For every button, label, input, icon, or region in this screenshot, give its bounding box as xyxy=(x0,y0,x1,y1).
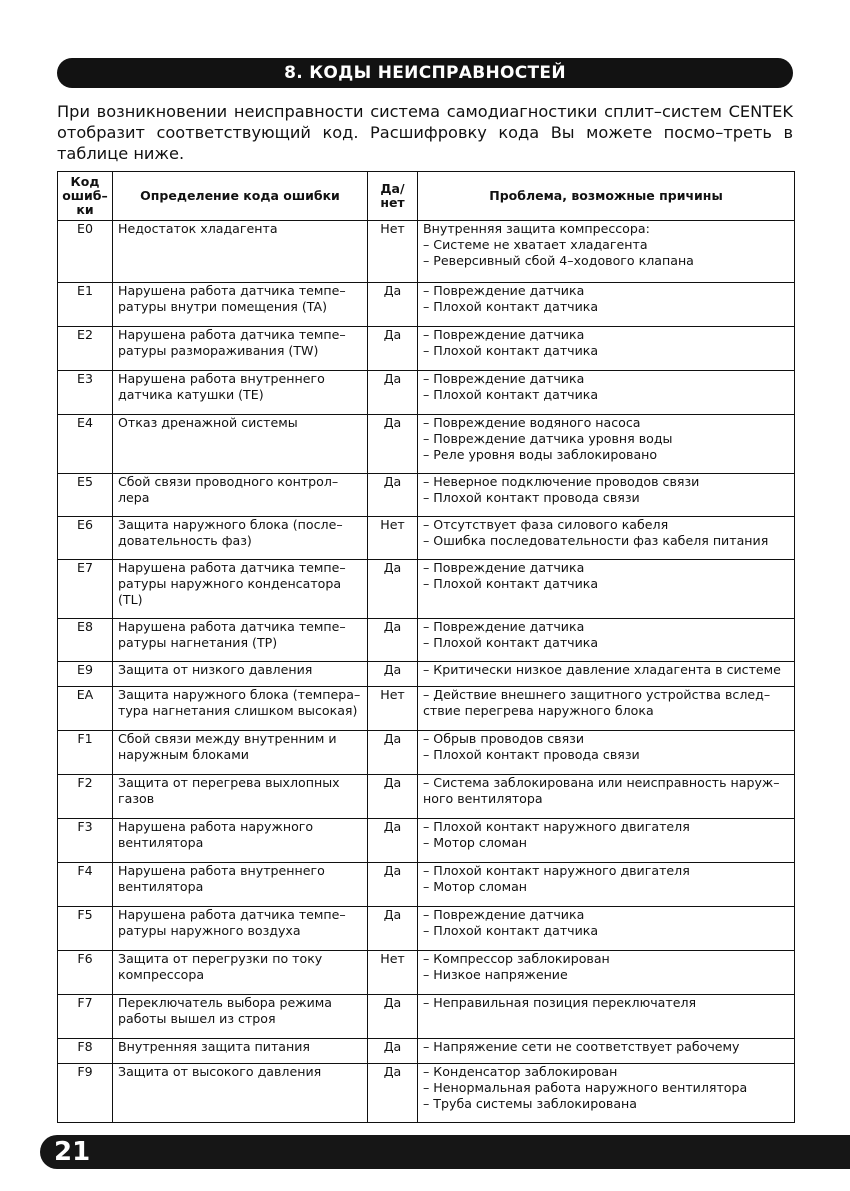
cause-line: – Повреждение датчика xyxy=(423,371,585,386)
error-definition-cell xyxy=(113,907,368,951)
problem-causes-cell xyxy=(418,863,795,907)
yes-no-cell: Да xyxy=(368,995,418,1039)
intro-paragraph: При возникновении неисправности система самодиагностики сплит–систем CENTEK отобразит соответствующий код. Расшифровку кода Вы можете посмо–треть в таблице ниже. xyxy=(57,102,793,163)
cause-line: – Реле уровня воды заблокировано xyxy=(423,447,658,462)
header-problem: Проблема, возможные причины xyxy=(418,172,795,221)
header-code: Код ошиб– ки xyxy=(58,172,113,221)
cause-line: – Мотор сломан xyxy=(423,879,528,894)
problem-causes-cell xyxy=(418,474,795,517)
definition-line: довательность фаз) xyxy=(118,533,252,548)
cause-line: – Неправильная позиция переключателя xyxy=(423,995,697,1010)
error-code-cell: F2 xyxy=(58,775,113,819)
error-code-cell: F7 xyxy=(58,995,113,1039)
table-body xyxy=(58,221,795,1123)
yes-no-cell: Нет xyxy=(368,951,418,995)
error-code-cell: F1 xyxy=(58,731,113,775)
cause-line: – Компрессор заблокирован xyxy=(423,951,610,966)
cause-line: Внутренняя защита компрессора: xyxy=(423,221,650,236)
definition-line: Защита наружного блока (темпера– xyxy=(118,687,361,702)
table-row xyxy=(58,474,795,517)
error-code-cell: E0 xyxy=(58,221,113,283)
error-code-cell: E8 xyxy=(58,619,113,662)
error-definition-cell xyxy=(113,619,368,662)
table-row xyxy=(58,517,795,560)
definition-line: Нарушена работа датчика темпе– xyxy=(118,907,346,922)
error-definition-cell xyxy=(113,1039,368,1064)
error-definition-cell xyxy=(113,415,368,474)
table-row xyxy=(58,863,795,907)
yes-no-cell: Да xyxy=(368,283,418,327)
cause-line: – Повреждение водяного насоса xyxy=(423,415,641,430)
table-row xyxy=(58,619,795,662)
error-definition-cell xyxy=(113,474,368,517)
error-definition-cell xyxy=(113,327,368,371)
error-code-cell: E3 xyxy=(58,371,113,415)
definition-line: наружным блоками xyxy=(118,747,249,762)
cause-line: – Плохой контакт датчика xyxy=(423,299,599,314)
error-definition-cell xyxy=(113,775,368,819)
section-title: 8. КОДЫ НЕИСПРАВНОСТЕЙ xyxy=(284,63,566,83)
yes-no-cell: Да xyxy=(368,907,418,951)
page-number: 21 xyxy=(54,1137,91,1167)
cause-line: – Неверное подключение проводов связи xyxy=(423,474,700,489)
definition-line: Сбой связи между внутренним и xyxy=(118,731,337,746)
problem-causes-cell xyxy=(418,995,795,1039)
definition-line: Нарушена работа датчика темпе– xyxy=(118,327,346,342)
yes-no-cell: Да xyxy=(368,662,418,687)
cause-line: ствие перегрева наружного блока xyxy=(423,703,654,718)
yes-no-cell: Да xyxy=(368,775,418,819)
cause-line: – Отсутствует фаза силового кабеля xyxy=(423,517,669,532)
yes-no-cell: Нет xyxy=(368,517,418,560)
cause-line: – Обрыв проводов связи xyxy=(423,731,585,746)
yes-no-cell: Да xyxy=(368,415,418,474)
yes-no-cell: Нет xyxy=(368,687,418,731)
yes-no-cell: Да xyxy=(368,1064,418,1123)
cause-line: – Плохой контакт датчика xyxy=(423,923,599,938)
footer-bar xyxy=(40,1135,850,1169)
cause-line: – Низкое напряжение xyxy=(423,967,568,982)
cause-line: – Ошибка последовательности фаз кабеля питания xyxy=(423,533,769,548)
definition-line: Нарушена работа наружного xyxy=(118,819,314,834)
problem-causes-cell xyxy=(418,1064,795,1123)
problem-causes-cell xyxy=(418,907,795,951)
yes-no-cell: Да xyxy=(368,819,418,863)
problem-causes-cell xyxy=(418,619,795,662)
yes-no-cell: Да xyxy=(368,474,418,517)
error-code-cell: EA xyxy=(58,687,113,731)
error-definition-cell xyxy=(113,687,368,731)
problem-causes-cell xyxy=(418,1039,795,1064)
definition-line: работы вышел из строя xyxy=(118,1011,276,1026)
cause-line: – Повреждение датчика xyxy=(423,327,585,342)
definition-line: Переключатель выбора режима xyxy=(118,995,332,1010)
cause-line: ного вентилятора xyxy=(423,791,543,806)
definition-line: ратуры наружного воздуха xyxy=(118,923,301,938)
error-definition-cell xyxy=(113,283,368,327)
cause-line: – Повреждение датчика уровня воды xyxy=(423,431,673,446)
problem-causes-cell xyxy=(418,327,795,371)
definition-line: Внутренняя защита питания xyxy=(118,1039,311,1054)
definition-line: тура нагнетания слишком высокая) xyxy=(118,703,358,718)
cause-line: – Напряжение сети не соответствует рабочему xyxy=(423,1039,740,1054)
yes-no-cell: Да xyxy=(368,619,418,662)
cause-line: – Плохой контакт датчика xyxy=(423,635,599,650)
error-code-cell: F8 xyxy=(58,1039,113,1064)
table-header-row xyxy=(58,172,795,221)
table-row xyxy=(58,371,795,415)
cause-line: – Действие внешнего защитного устройства вслед– xyxy=(423,687,771,702)
header-yes-no: Да/ нет xyxy=(368,172,418,221)
yes-no-cell: Нет xyxy=(368,221,418,283)
table-row xyxy=(58,1039,795,1064)
cause-line: – Конденсатор заблокирован xyxy=(423,1064,618,1079)
problem-causes-cell xyxy=(418,951,795,995)
definition-line: датчика катушки (TE) xyxy=(118,387,264,402)
table-row xyxy=(58,1064,795,1123)
definition-line: вентилятора xyxy=(118,835,204,850)
yes-no-cell: Да xyxy=(368,560,418,619)
cause-line: – Мотор сломан xyxy=(423,835,528,850)
definition-line: Нарушена работа датчика темпе– xyxy=(118,619,346,634)
error-code-cell: F6 xyxy=(58,951,113,995)
problem-causes-cell xyxy=(418,819,795,863)
definition-line: Защита наружного блока (после– xyxy=(118,517,343,532)
definition-line: Защита от перегрева выхлопных xyxy=(118,775,340,790)
cause-line: – Труба системы заблокирована xyxy=(423,1096,638,1111)
definition-line: газов xyxy=(118,791,155,806)
error-definition-cell xyxy=(113,819,368,863)
yes-no-cell: Да xyxy=(368,327,418,371)
error-definition-cell xyxy=(113,560,368,619)
error-definition-cell xyxy=(113,863,368,907)
error-definition-cell xyxy=(113,221,368,283)
definition-line: Защита от низкого давления xyxy=(118,662,313,677)
problem-causes-cell xyxy=(418,283,795,327)
cause-line: – Плохой контакт датчика xyxy=(423,387,599,402)
cause-line: – Плохой контакт провода связи xyxy=(423,490,640,505)
definition-line: Нарушена работа внутреннего xyxy=(118,371,325,386)
yes-no-cell: Да xyxy=(368,1039,418,1064)
cause-line: – Реверсивный сбой 4–ходового клапана xyxy=(423,253,694,268)
error-definition-cell xyxy=(113,371,368,415)
definition-line: Отказ дренажной системы xyxy=(118,415,298,430)
problem-causes-cell xyxy=(418,775,795,819)
problem-causes-cell xyxy=(418,415,795,474)
table-row xyxy=(58,662,795,687)
table-row xyxy=(58,327,795,371)
definition-line: ратуры наружного конденсатора xyxy=(118,576,342,591)
cause-line: – Повреждение датчика xyxy=(423,560,585,575)
cause-line: – Плохой контакт провода связи xyxy=(423,747,640,762)
problem-causes-cell xyxy=(418,221,795,283)
error-code-cell: F4 xyxy=(58,863,113,907)
definition-line: ратуры внутри помещения (TA) xyxy=(118,299,328,314)
definition-line: Защита от перегрузки по току xyxy=(118,951,323,966)
table-row xyxy=(58,907,795,951)
table-row xyxy=(58,995,795,1039)
problem-causes-cell xyxy=(418,560,795,619)
definition-line: компрессора xyxy=(118,967,205,982)
table-row xyxy=(58,415,795,474)
table-row xyxy=(58,819,795,863)
problem-causes-cell xyxy=(418,517,795,560)
error-definition-cell xyxy=(113,731,368,775)
problem-causes-cell xyxy=(418,731,795,775)
table-row xyxy=(58,560,795,619)
table-row xyxy=(58,221,795,283)
definition-line: Защита от высокого давления xyxy=(118,1064,322,1079)
definition-line: лера xyxy=(118,490,150,505)
definition-line: ратуры размораживания (TW) xyxy=(118,343,319,358)
error-definition-cell xyxy=(113,951,368,995)
error-code-cell: F9 xyxy=(58,1064,113,1123)
error-code-cell: E2 xyxy=(58,327,113,371)
cause-line: – Плохой контакт датчика xyxy=(423,343,599,358)
table-row xyxy=(58,283,795,327)
cause-line: – Системе не хватает хладагента xyxy=(423,237,648,252)
cause-line: – Критически низкое давление хладагента в системе xyxy=(423,662,781,677)
problem-causes-cell xyxy=(418,687,795,731)
problem-causes-cell xyxy=(418,371,795,415)
error-code-cell: E6 xyxy=(58,517,113,560)
table-row xyxy=(58,775,795,819)
error-code-cell: F3 xyxy=(58,819,113,863)
table-row xyxy=(58,951,795,995)
problem-causes-cell xyxy=(418,662,795,687)
error-code-cell: E5 xyxy=(58,474,113,517)
error-definition-cell xyxy=(113,1064,368,1123)
error-definition-cell xyxy=(113,517,368,560)
definition-line: Нарушена работа датчика темпе– xyxy=(118,560,346,575)
table-row xyxy=(58,687,795,731)
table-row xyxy=(58,731,795,775)
yes-no-cell: Да xyxy=(368,371,418,415)
error-code-cell: E4 xyxy=(58,415,113,474)
error-code-cell: E9 xyxy=(58,662,113,687)
header-definition: Определение кода ошибки xyxy=(113,172,368,221)
error-definition-cell xyxy=(113,662,368,687)
cause-line: – Повреждение датчика xyxy=(423,283,585,298)
definition-line: Недостаток хладагента xyxy=(118,221,278,236)
cause-line: – Плохой контакт наружного двигателя xyxy=(423,819,690,834)
cause-line: – Ненормальная работа наружного вентилятора xyxy=(423,1080,748,1095)
error-definition-cell xyxy=(113,995,368,1039)
error-code-cell: F5 xyxy=(58,907,113,951)
definition-line: Сбой связи проводного контрол– xyxy=(118,474,339,489)
yes-no-cell: Да xyxy=(368,863,418,907)
cause-line: – Плохой контакт датчика xyxy=(423,576,599,591)
definition-line: Нарушена работа датчика темпе– xyxy=(118,283,346,298)
cause-line: – Повреждение датчика xyxy=(423,907,585,922)
error-code-cell: E7 xyxy=(58,560,113,619)
cause-line: – Плохой контакт наружного двигателя xyxy=(423,863,690,878)
error-codes-table xyxy=(57,171,795,1123)
definition-line: ратуры нагнетания (TP) xyxy=(118,635,278,650)
cause-line: – Система заблокирована или неисправность наруж– xyxy=(423,775,780,790)
definition-line: Нарушена работа внутреннего xyxy=(118,863,325,878)
definition-line: вентилятора xyxy=(118,879,204,894)
cause-line: – Повреждение датчика xyxy=(423,619,585,634)
section-header-bar xyxy=(57,58,793,88)
error-code-cell: E1 xyxy=(58,283,113,327)
yes-no-cell: Да xyxy=(368,731,418,775)
definition-line: (TL) xyxy=(118,592,143,607)
